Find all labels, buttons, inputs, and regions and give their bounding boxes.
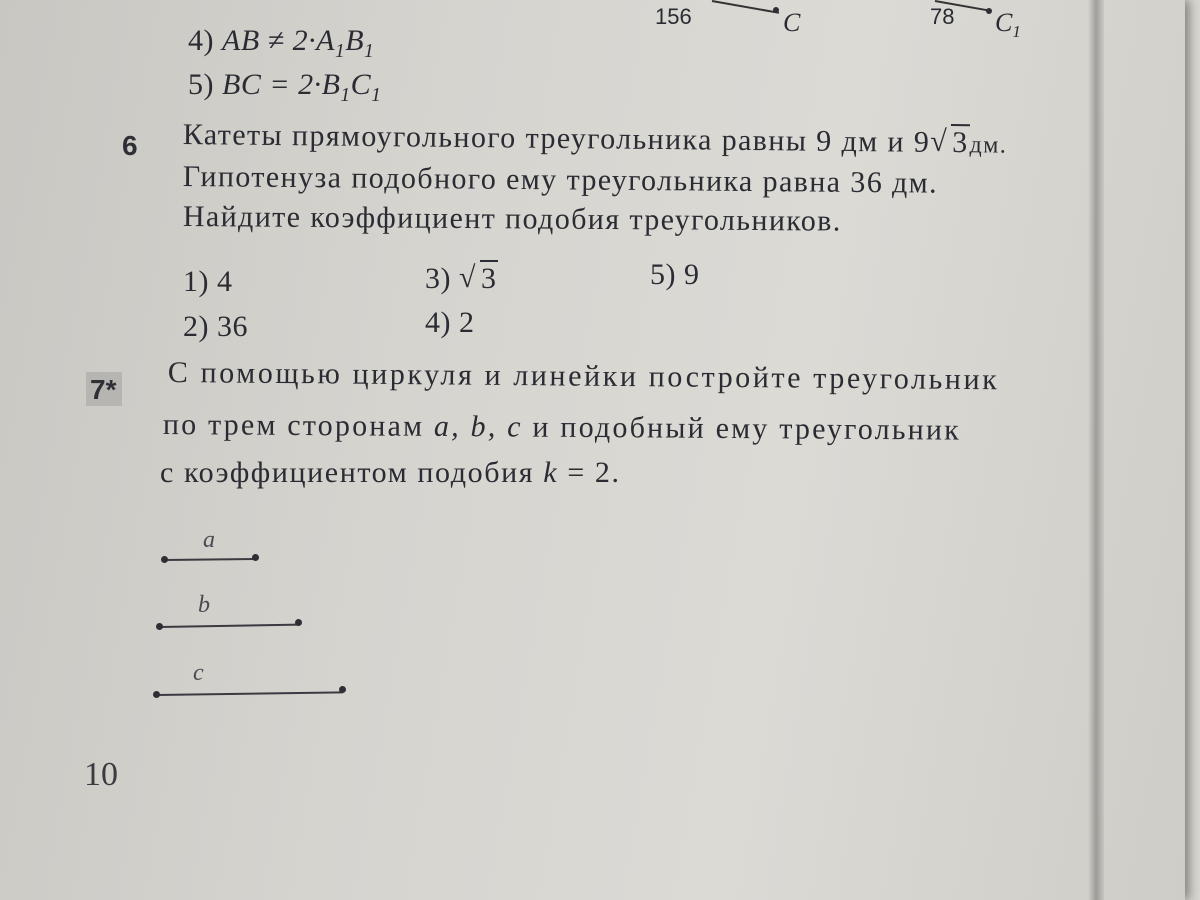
figure-side: [712, 0, 779, 14]
segment-c-end: [339, 686, 346, 693]
segment-c-label: c: [193, 660, 204, 686]
question-6-line-1: Катеты прямоугольного треугольника равны 9 дм и 9√ 3дм.: [183, 118, 1008, 161]
option-4-prev: 4) AB ≠ $2\cdot A_1B_1$: [188, 24, 375, 62]
answer-3: 3) √ 3: [425, 262, 498, 296]
question-7-line-2: по трем сторонам a, b, c и подобный ему треугольник: [162, 408, 962, 447]
segment-a: [165, 558, 257, 561]
question-7-line-1: С помощью циркуля и линейки постройте треугольник: [167, 356, 1000, 397]
figure-point-c: C: [783, 8, 801, 37]
sqrt-sign: √ 3: [930, 126, 970, 160]
answer-4: 4) 2: [425, 306, 475, 339]
figure-length-156: 156: [655, 4, 692, 29]
page-number: 10: [84, 756, 118, 793]
book-gutter: [1088, 0, 1104, 900]
figure-vertex: [773, 7, 779, 13]
segment-c: [157, 691, 343, 696]
question-7-number: 7*: [86, 372, 122, 406]
question-6-line-3: Найдите коэффициент подобия треугольников.: [182, 200, 842, 238]
sqrt-sign: √ 3: [459, 262, 498, 296]
answer-5: 5) 9: [650, 258, 700, 291]
answer-1: 1) 4: [183, 265, 233, 298]
segment-b-label: b: [198, 592, 210, 618]
figure-length-78: 78: [930, 4, 955, 29]
figure-vertex: [986, 8, 992, 14]
segment-b-end: [295, 619, 302, 626]
answer-2: 2) 36: [183, 310, 248, 343]
figure-point-c1: $C_1$: [995, 8, 1021, 41]
segment-c-start: [153, 691, 160, 698]
segment-a-end: [252, 554, 259, 561]
segment-b: [160, 624, 299, 628]
question-7-line-3: с коэффициентом подобия k = 2.: [160, 456, 621, 489]
segment-a-label: a: [203, 527, 215, 553]
segment-b-start: [156, 623, 163, 630]
segment-a-start: [161, 556, 168, 563]
cut-off-line: [188, 0, 196, 12]
question-6-line-2: Гипотенуза подобного ему треугольника равна 36 дм.: [182, 160, 939, 200]
question-6-number: 6: [122, 130, 138, 161]
option-5-prev: 5) BC = $2\cdot B_1C_1$: [188, 68, 382, 106]
